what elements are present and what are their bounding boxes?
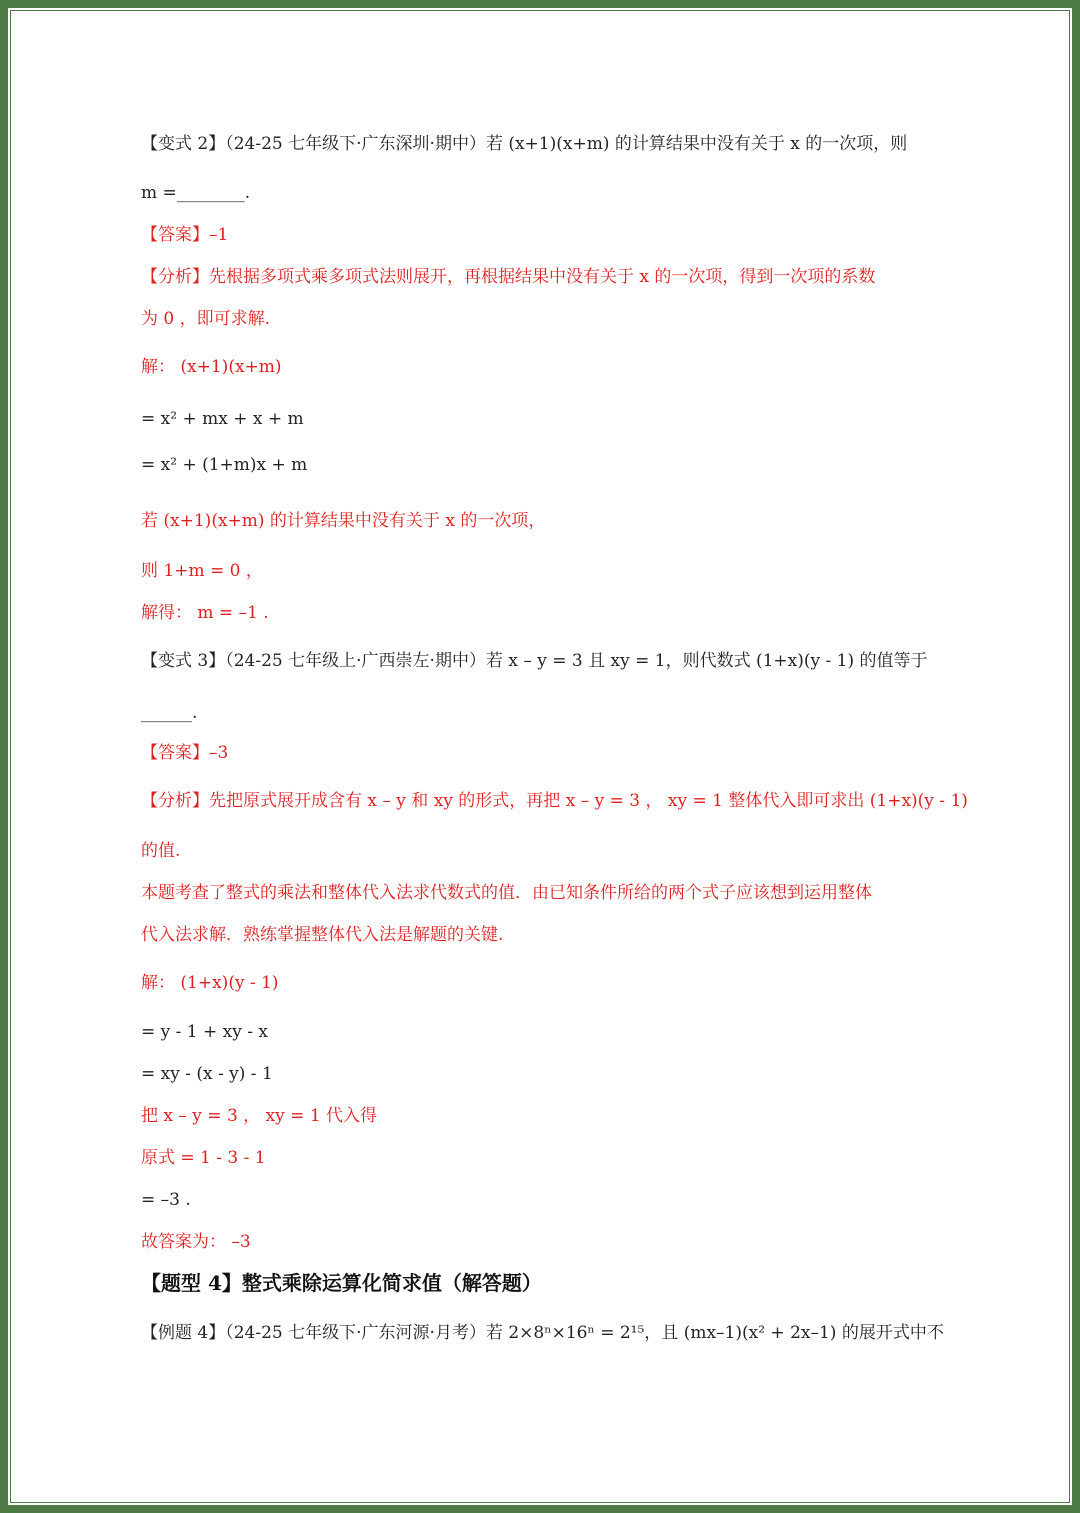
variant3-question-line1: 【变式 3】（24-25 七年级上·广西崇左·期中）若 x – y = 3 且 xy = 1，则代数式 (1+x)(y - 1) 的值等于 [141, 651, 928, 671]
variant3-question-line2: ______. [141, 703, 198, 723]
variant2-question-line2: m =________. [141, 183, 251, 203]
variant2-solution-line2: = x² + mx + x + m [141, 409, 304, 429]
variant3-solution-line4: 把 x – y = 3 ， xy = 1 代入得 [141, 1106, 378, 1126]
variant2-analysis-line2: 为 0 ，即可求解. [141, 309, 271, 329]
variant3-solution-line6: = –3 . [141, 1190, 191, 1210]
variant3-solution-line3: = xy - (x - y) - 1 [141, 1064, 273, 1084]
variant2-answer: 【答案】–1 [141, 225, 229, 245]
variant2-solution-line6: 解得： m = –1 . [141, 603, 269, 623]
variant2-analysis-line1: 【分析】先根据多项式乘多项式法则展开，再根据结果中没有关于 x 的一次项，得到一次项的系数 [141, 267, 876, 287]
variant2-solution-line5: 则 1+m = 0 ， [141, 561, 263, 581]
variant3-solution-line1: 解： (1+x)(y - 1) [141, 973, 279, 993]
variant3-analysis-line2: 的值. [141, 841, 181, 861]
variant2-solution-line3: = x² + (1+m)x + m [141, 455, 308, 475]
example4-question-line1: 【例题 4】（24-25 七年级下·广东河源·月考）若 2×8ⁿ×16ⁿ = 2¹⁵，且 (mx–1)(x² + 2x–1) 的展开式中不 [141, 1323, 944, 1343]
variant2-question-line1: 【变式 2】（24-25 七年级下·广东深圳·期中）若 (x+1)(x+m) 的计算结果中没有关于 x 的一次项，则 [141, 134, 908, 154]
variant3-analysis-line1: 【分析】先把原式展开成含有 x – y 和 xy 的形式，再把 x – y = 3 ， xy = 1 整体代入即可求出 (1+x)(y - 1) [141, 791, 968, 811]
variant3-analysis-line4: 代入法求解．熟练掌握整体代入法是解题的关键. [141, 925, 504, 945]
variant2-solution-line1: 解： (x+1)(x+m) [141, 357, 282, 377]
variant3-analysis-line3: 本题考查了整式的乘法和整体代入法求代数式的值．由已知条件所给的两个式子应该想到运用整体 [141, 883, 872, 903]
variant3-solution-line5: 原式 = 1 - 3 - 1 [141, 1148, 266, 1168]
variant3-solution-line2: = y - 1 + xy - x [141, 1022, 269, 1042]
variant2-solution-line4: 若 (x+1)(x+m) 的计算结果中没有关于 x 的一次项， [141, 511, 546, 531]
variant3-final-answer: 故答案为： –3 [141, 1232, 251, 1252]
section-heading-type4: 【题型 4】整式乘除运算化简求值（解答题） [141, 1271, 542, 1295]
variant3-answer: 【答案】–3 [141, 743, 229, 763]
